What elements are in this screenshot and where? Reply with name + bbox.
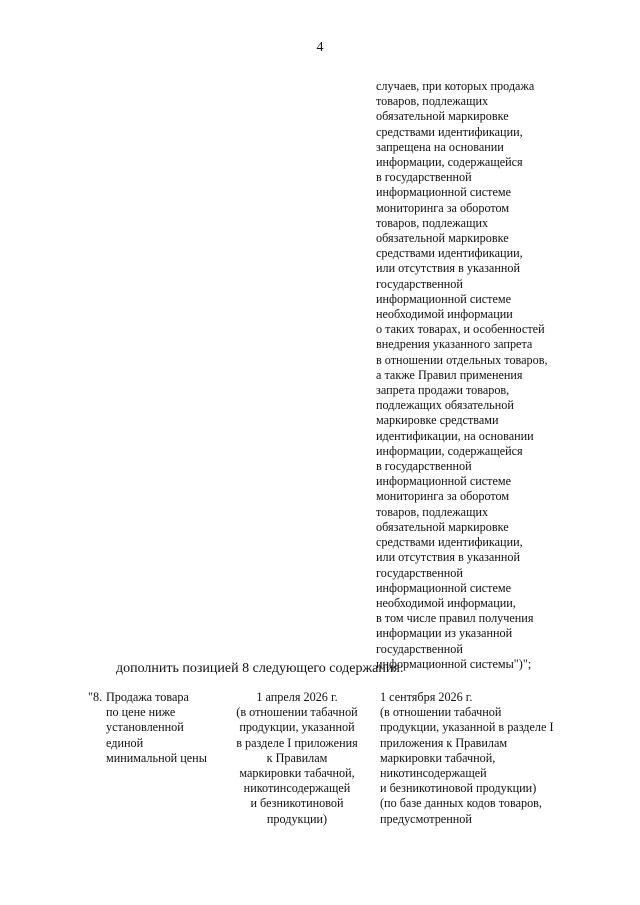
end-date-line: и безникотиновой продукции) [380, 781, 537, 796]
text-line: запрета продажи товаров, [376, 383, 510, 398]
text-line: подлежащих обязательной [376, 398, 514, 413]
position-name-line: единой [106, 735, 144, 750]
text-line: внедрения указанного запрета [376, 337, 533, 352]
text-line: в том числе правил получения [376, 611, 534, 626]
end-date-line: маркировки табачной, [380, 750, 496, 765]
text-line: необходимой информации [376, 307, 513, 322]
start-date-line: продукции) [266, 811, 328, 826]
text-line: запрещена на основании [376, 139, 504, 154]
text-line: товаров, подлежащих [376, 215, 489, 230]
text-line: в государственной [376, 459, 472, 474]
position-name-cell [106, 690, 207, 766]
page-number: 4 [316, 40, 324, 55]
text-line: информационной системе [376, 291, 512, 306]
text-line: обязательной маркировке [376, 231, 509, 246]
start-date-cell [228, 690, 366, 827]
end-date-line: предусмотренной [380, 811, 472, 826]
end-date-line: 1 сентября 2026 г. [380, 690, 473, 704]
text-line: необходимой информации, [376, 595, 516, 610]
text-line: или отсутствия в указанной [376, 261, 520, 276]
text-line: обязательной маркировке [376, 109, 509, 124]
start-date-line: 1 апреля 2026 г. [256, 690, 338, 704]
text-line: информационной системы")"; [376, 656, 532, 671]
start-date-line: в разделе I приложения [236, 735, 358, 750]
position-number: "8. [88, 690, 103, 704]
text-line: информации из указанной [376, 626, 513, 641]
text-line: государственной [376, 276, 463, 291]
text-line: средствами идентификации, [376, 124, 523, 139]
start-date-line: и безникотиновой [250, 796, 344, 811]
previous-position-continuation [376, 79, 606, 672]
text-line: в отношении отдельных товаров, [376, 352, 548, 367]
text-line: товаров, подлежащих [376, 94, 489, 109]
text-line: информационной системе [376, 474, 512, 489]
text-line: о таких товарах, и особенностей [376, 322, 545, 337]
start-date-line: маркировки табачной, [239, 766, 355, 781]
text-line: идентификации, на основании [376, 428, 534, 443]
text-line: средствами идентификации, [376, 535, 523, 550]
end-date-line: продукции, указанной в разделе I [380, 720, 554, 735]
text-line: товаров, подлежащих [376, 504, 489, 519]
start-date-line: к Правилам [266, 750, 328, 765]
text-line: мониторинга за оборотом [376, 489, 510, 504]
text-line: или отсутствия в указанной [376, 550, 520, 565]
text-line: информационной системе [376, 185, 512, 200]
position-name-line: установленной [106, 720, 184, 735]
text-line: государственной [376, 641, 463, 656]
amendment-intro: дополнить позицией 8 следующего содержания: [116, 661, 404, 676]
position-name-line: по цене ниже [106, 705, 176, 720]
position-name-line: минимальной цены [106, 750, 207, 765]
end-date-line: приложения к Правилам [380, 735, 508, 750]
start-date-line: (в отношении табачной [236, 705, 358, 720]
start-date-line: продукции, указанной [239, 720, 355, 735]
text-line: информации, содержащейся [376, 155, 523, 170]
end-date-line: никотинсодержащей [380, 766, 487, 781]
end-date-line: (по базе данных кодов товаров, [380, 796, 542, 811]
text-line: информации, содержащейся [376, 443, 523, 458]
text-line: в государственной [376, 170, 472, 185]
end-date-line: (в отношении табачной [380, 705, 502, 720]
start-date-line: никотинсодержащей [243, 781, 351, 796]
text-line: случаев, при которых продажа [376, 79, 535, 93]
text-line: а также Правил применения [376, 367, 523, 382]
text-line: средствами идентификации, [376, 246, 523, 261]
text-line: информационной системе [376, 580, 512, 595]
text-line: государственной [376, 565, 463, 580]
end-date-cell [380, 690, 554, 827]
text-line: обязательной маркировке [376, 519, 509, 534]
text-line: мониторинга за оборотом [376, 200, 510, 215]
text-line: маркировке средствами [376, 413, 499, 428]
position-name-line: Продажа товара [106, 690, 189, 704]
